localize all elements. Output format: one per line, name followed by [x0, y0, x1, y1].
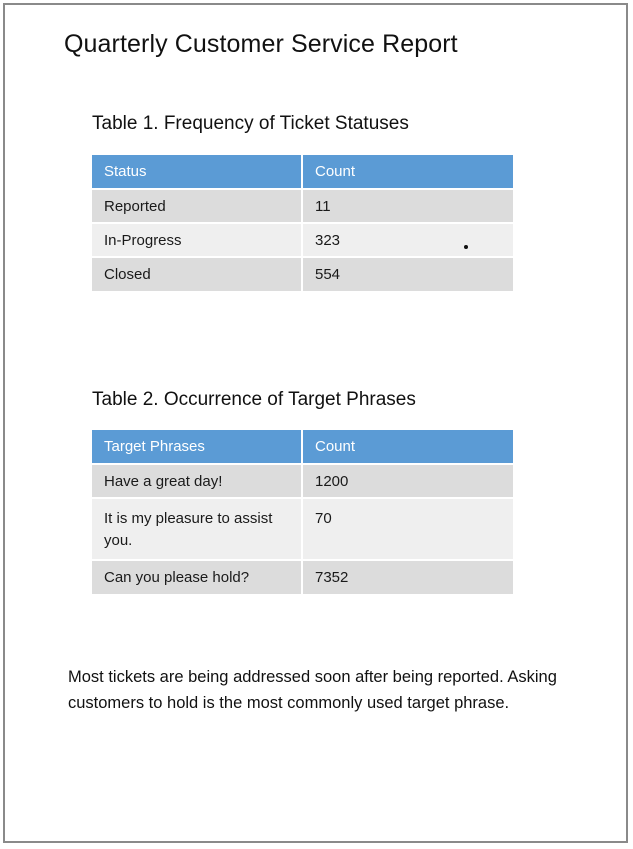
table-row [92, 560, 513, 594]
count-cell: 323 [302, 223, 513, 257]
report-title: Quarterly Customer Service Report [64, 30, 458, 58]
phrase-cell: Have a great day! [92, 464, 302, 498]
table-row [92, 257, 513, 291]
table-row [92, 498, 513, 560]
header-target-phrases: Target Phrases [92, 430, 302, 464]
table-row [92, 464, 513, 498]
summary-paragraph: Most tickets are being addressed soon after being reported. Asking customers to hold is the most commonly used target phrase. [68, 668, 557, 712]
count-cell: 7352 [302, 560, 513, 594]
target-phrases-table [92, 430, 513, 594]
header-count: Count [302, 430, 513, 464]
table-1-caption: Table 1. Frequency of Ticket Statuses [92, 113, 409, 134]
count-cell: 554 [302, 257, 513, 291]
table-row [92, 189, 513, 223]
status-cell: Closed [92, 257, 302, 291]
table-2-caption: Table 2. Occurrence of Target Phrases [92, 389, 416, 410]
ticket-status-table [92, 155, 513, 291]
header-status: Status [92, 155, 302, 189]
status-cell: Reported [92, 189, 302, 223]
stray-dot-mark [464, 245, 468, 249]
phrase-cell: It is my pleasure to assist you. [92, 498, 302, 560]
table-header-row [92, 430, 513, 464]
count-cell: 11 [302, 189, 513, 223]
phrase-cell: Can you please hold? [92, 560, 302, 594]
header-count: Count [302, 155, 513, 189]
count-cell: 70 [302, 498, 513, 560]
count-cell: 1200 [302, 464, 513, 498]
status-cell: In-Progress [92, 223, 302, 257]
table-header-row [92, 155, 513, 189]
table-row [92, 223, 513, 257]
